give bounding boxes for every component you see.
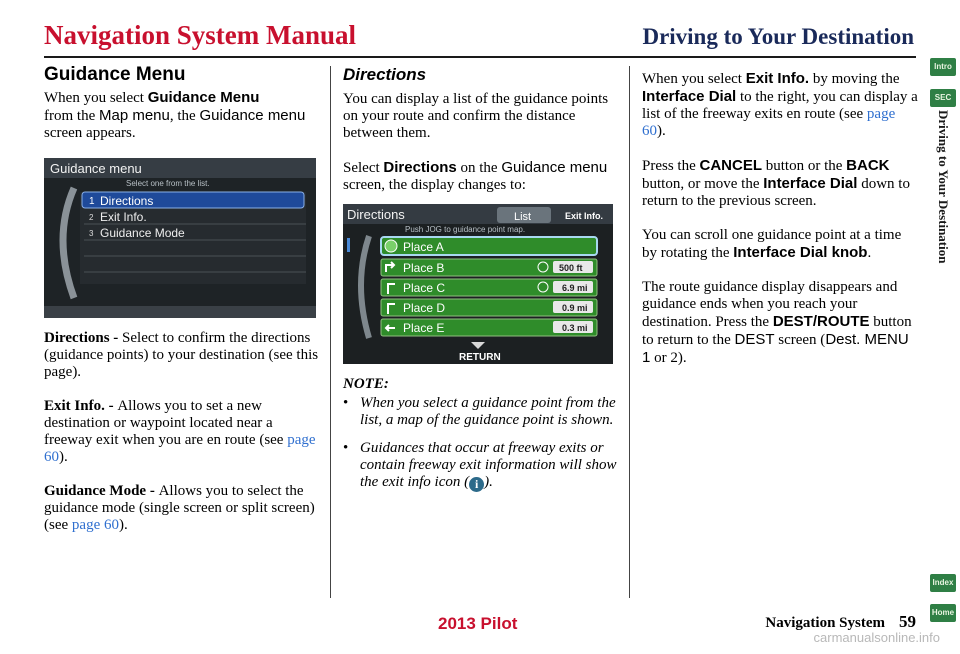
tab-sec[interactable]: SEC bbox=[930, 89, 956, 107]
directions-intro: You can display a list of the guidance points on your route and confirm the distance between them. bbox=[343, 91, 609, 141]
guidance-point: Place A bbox=[403, 240, 444, 254]
column-directions bbox=[343, 66, 619, 503]
heading-guidance-menu: Guidance Menu bbox=[44, 64, 186, 85]
section-title: Driving to Your Destination bbox=[642, 24, 914, 49]
screen-title: Directions bbox=[347, 207, 405, 222]
header-rule bbox=[44, 56, 916, 58]
note-item: • When you select a guidance point from the list, a map of the guidance point is shown. bbox=[343, 395, 619, 429]
note-list bbox=[343, 395, 619, 492]
exit-info-paragraph: When you select Exit Info. by moving the Interface Dial to the right, you can display a list of the freeway exits en route (see page 60). bbox=[642, 70, 918, 139]
page-link[interactable]: page 60 bbox=[642, 106, 896, 139]
cancel-paragraph: Press the CANCEL button or the BACK button, or move the Interface Dial down to return to the previous screen. bbox=[642, 157, 910, 209]
manual-title: Navigation System Manual bbox=[44, 20, 357, 50]
page-link[interactable]: page 60 bbox=[71, 517, 119, 533]
menu-item-exit-info: Exit Info. bbox=[100, 210, 147, 224]
vertical-section-label: Driving to Your Destination bbox=[936, 110, 951, 264]
guidance-point: Place C bbox=[403, 281, 446, 295]
tab-intro[interactable]: Intro bbox=[930, 58, 956, 76]
column-divider bbox=[330, 66, 331, 598]
tab-home[interactable]: Home bbox=[930, 604, 956, 622]
heading-directions: Directions bbox=[343, 65, 427, 84]
screen-hint: Push JOG to guidance point map. bbox=[405, 225, 526, 234]
tab-index[interactable]: Index bbox=[930, 574, 956, 592]
note-title: NOTE: bbox=[343, 376, 389, 392]
guidance-distance: 500 ft bbox=[559, 263, 583, 273]
directions-select: Select Directions on the Guidance menu screen, the display changes to: bbox=[343, 159, 608, 193]
info-icon: i bbox=[469, 477, 484, 492]
tab-exit-info: Exit Info. bbox=[565, 211, 603, 221]
page-link[interactable]: page 60 bbox=[44, 432, 316, 465]
scroll-paragraph: You can scroll one guidance point at a time by rotating the Interface Dial knob. bbox=[642, 227, 902, 261]
guidance-menu-screenshot bbox=[44, 158, 316, 318]
menu-item-number: 2 bbox=[89, 213, 94, 222]
guidance-distance: 0.3 mi bbox=[562, 323, 588, 333]
menu-item-directions: Directions bbox=[100, 194, 154, 208]
guidance-point: Place B bbox=[403, 261, 445, 275]
column-guidance-menu bbox=[44, 66, 320, 551]
guidance-distance: 0.9 mi bbox=[562, 303, 588, 313]
route-end-paragraph: The route guidance display disappears and guidance ends when you reach your destination. Press the DEST/ROUTE button to return to the DEST screen (Dest. MENU 1 or 2). bbox=[642, 279, 912, 366]
model-label: 2013 Pilot bbox=[438, 614, 518, 633]
intro-paragraph: When you select Guidance Menu from the Map menu, the Guidance menu screen appears. bbox=[44, 89, 306, 141]
guidance-distance: 6.9 mi bbox=[562, 283, 588, 293]
page-number: 59 bbox=[899, 612, 916, 631]
guidance-point: Place E bbox=[403, 321, 445, 335]
exit-info-description: Exit Info. - Allows you to set a new destination or waypoint located near a freeway exit when you are en route (see page 60). bbox=[44, 398, 316, 465]
guidance-mode-description: Guidance Mode - Allows you to select the guidance mode (single screen or split screen) (see page 60). bbox=[44, 483, 315, 533]
return-button: RETURN bbox=[459, 352, 501, 363]
screen-title: Guidance menu bbox=[50, 161, 142, 176]
tab-list: List bbox=[514, 211, 532, 223]
footer-page-info: Navigation System 59 bbox=[765, 612, 916, 631]
menu-item-number: 1 bbox=[89, 196, 95, 207]
watermark: carmanualsonline.info bbox=[813, 630, 940, 645]
directions-description: Directions - Select to confirm the directions (guidance points) to your destination (see this page). bbox=[44, 330, 319, 380]
guidance-point: Place D bbox=[403, 301, 446, 315]
menu-item-number: 3 bbox=[89, 229, 94, 238]
menu-item-guidance-mode: Guidance Mode bbox=[100, 226, 185, 240]
note-item: • Guidances that occur at freeway exits or contain freeway exit information will show the exit info icon ( i ). bbox=[343, 440, 619, 492]
screen-hint: Select one from the list. bbox=[126, 179, 210, 188]
column-divider bbox=[629, 66, 630, 598]
directions-screenshot bbox=[343, 204, 613, 364]
column-continued bbox=[642, 70, 918, 384]
